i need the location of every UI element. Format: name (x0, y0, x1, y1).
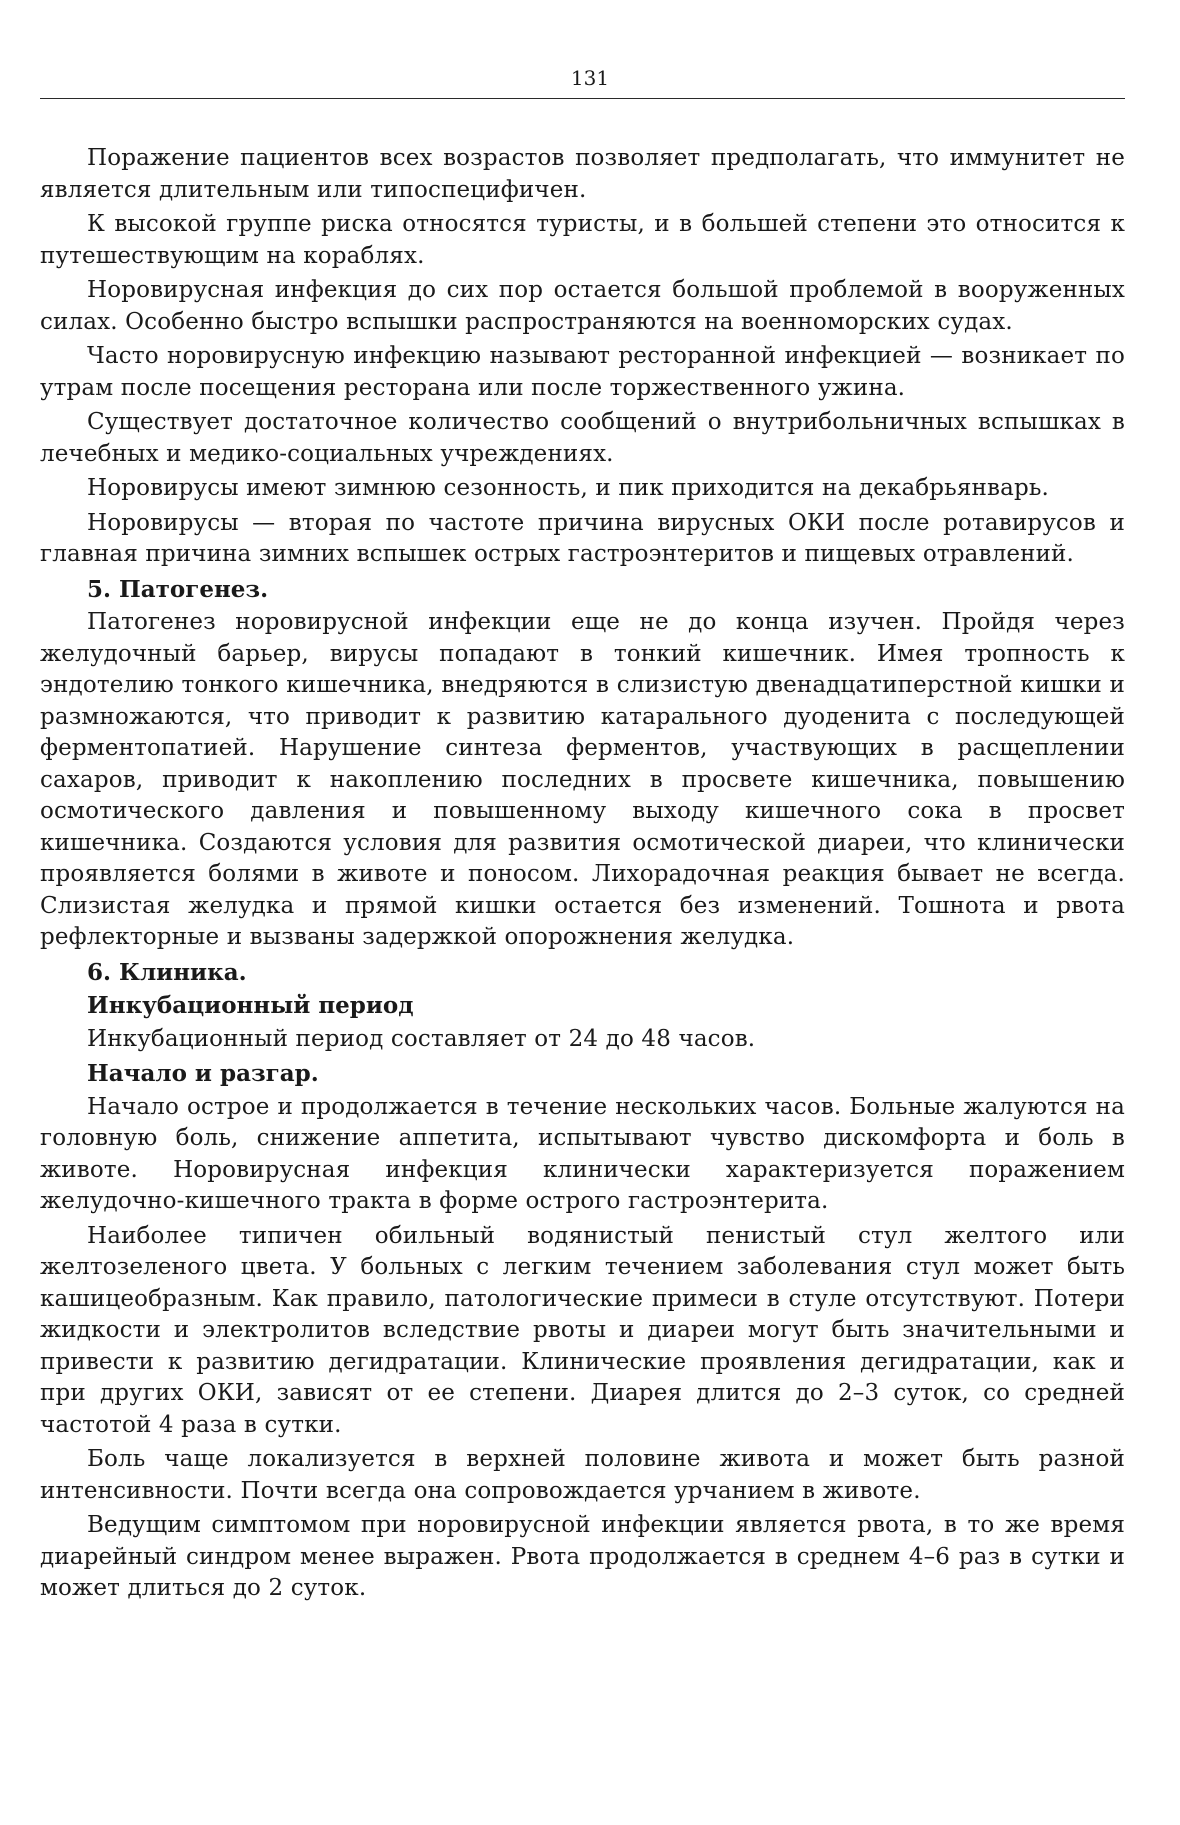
paragraph: Наиболее типичен обильный водянистый пенистый стул желтого или желтозеленого цвета. У больных с легким течением заболевания стул может быть кашицеобразным. Как правило, патологические примеси в стуле отсутствуют. Потери жидкости и электролитов вследствие рвоты и диареи могут быть значительными и привести к развитию дегидратации. Клинические проявления дегидратации, как и при других ОКИ, зависят от ее степени. Диарея длится до 2–3 суток, со средней частотой 4 раза в сутки. (40, 1222, 1125, 1438)
paragraph: Часто норовирусную инфекцию называют ресторанной инфекцией — возникает по утрам после посещения ресторана или после торжественного ужина. (40, 343, 1125, 401)
paragraph: Начало острое и продолжается в течение нескольких часов. Больные жалуются на головную боль, снижение аппетита, испытывают чувство дискомфорта и боль в животе. Норовирусная инфекция клинически характеризуется поражением желудочно-кишечного тракта в форме острого гастроэнтерита. (40, 1093, 1125, 1214)
paragraph: Инкубационный период составляет от 24 до 48 часов. (87, 1025, 756, 1052)
paragraph: К высокой группе риска относятся туристы, и в большей степени это относится к путешествующим на кораблях. (40, 211, 1125, 269)
subheading-onset: Начало и разгар. (87, 1060, 319, 1087)
paragraph: Патогенез норовирусной инфекции еще не до конца изучен. Пройдя через желудочный барьер, вирусы попадают в тонкий кишечник. Имея тропность к эндотелию тонкого кишечника, внедряются в слизистую двенадцатиперстной кишки и размножаются, что приводит к развитию катарального дуоденита с последующей ферментопатией. Нарушение синтеза ферментов, участвующих в расщеплении сахаров, приводит к накоплению последних в просвете кишечника, повышению осмотического давления и повышенному выходу кишечного сока в просвет кишечника. Создаются условия для развития осмотической диареи, что клинически проявляется болями в животе и поносом. Лихорадочная реакция бывает не всегда. Слизистая желудка и прямой кишки остается без изменений. Тошнота и рвота рефлекторные и вызваны задержкой опорожнения желудка. (40, 609, 1125, 950)
section-heading-clinic: 6. Клиника. (87, 958, 247, 986)
paragraph: Норовирусы — вторая по частоте причина вирусных ОКИ после ротавирусов и главная причина зимних вспышек острых гастроэнтеритов и пищевых отравлений. (40, 509, 1125, 567)
paragraph: Ведущим симптомом при норовирусной инфекции является рвота, в то же время диарейный синдром менее выражен. Рвота продолжается в среднем 4–6 раз в сутки и может длиться до 2 суток. (40, 1512, 1125, 1601)
page-body (40, 143, 1125, 1608)
page-number: 131 (570, 66, 610, 90)
paragraph: Боль чаще локализуется в верхней половине живота и может быть разной интенсивности. Почти всегда она сопровождается урчанием в животе. (40, 1446, 1125, 1504)
section-heading-pathogenesis: 5. Патогенез. (87, 575, 269, 603)
paragraph: Норовирусная инфекция до сих пор остается большой проблемой в вооруженных силах. Особенно быстро вспышки распространяются на военноморских судах. (40, 277, 1125, 335)
paragraph: Норовирусы имеют зимнюю сезонность, и пик приходится на декабрьянварь. (87, 475, 1049, 501)
subheading-incubation: Инкубационный период (87, 992, 414, 1019)
paragraph: Поражение пациентов всех возрастов позволяет предполагать, что иммунитет не является длительным или типоспецифичен. (40, 145, 1125, 203)
paragraph: Существует достаточное количество сообщений о внутрибольничных вспышках в лечебных и медико-социальных учреждениях. (40, 409, 1125, 467)
header-rule (40, 98, 1125, 99)
